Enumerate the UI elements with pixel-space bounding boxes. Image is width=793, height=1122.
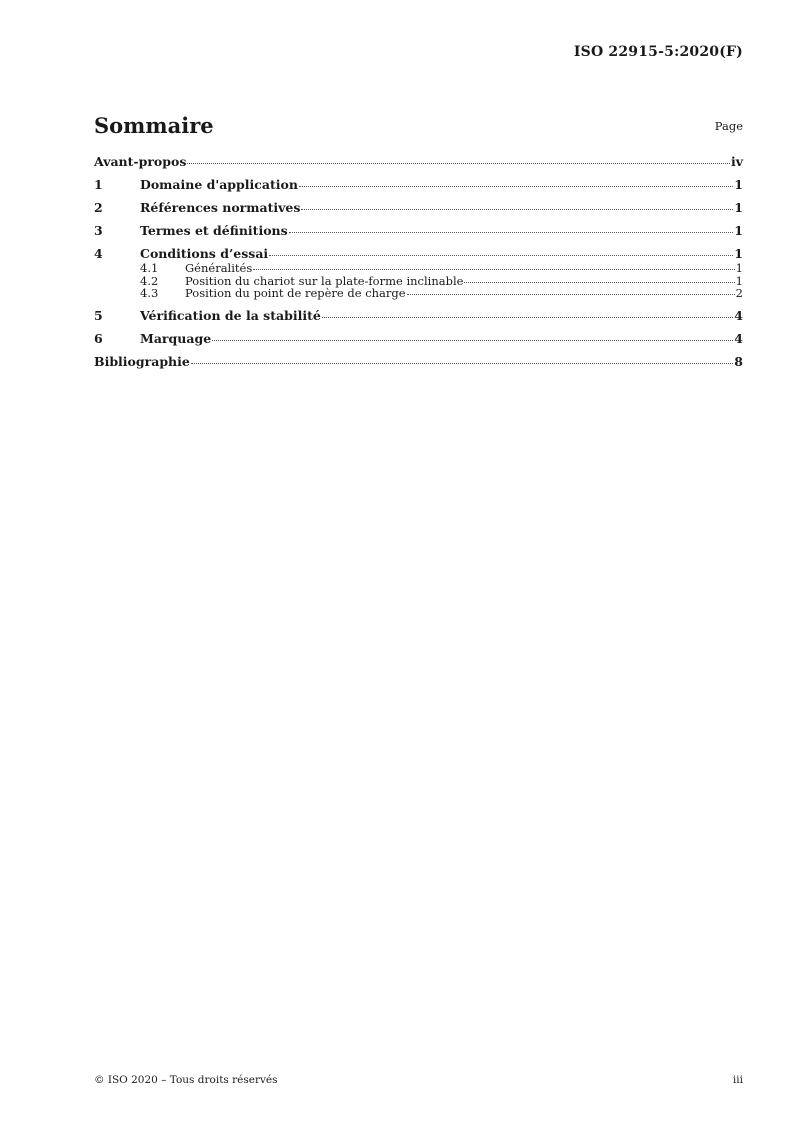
toc-entry-number: 1 bbox=[94, 177, 103, 192]
dot-leader bbox=[299, 186, 733, 187]
toc-entry-foreword[interactable] bbox=[94, 155, 743, 169]
toc-entry-page: iv bbox=[730, 154, 743, 169]
dot-leader bbox=[289, 232, 734, 233]
toc-entry-terms-definitions[interactable] bbox=[94, 224, 743, 238]
dot-leader bbox=[464, 282, 734, 283]
toc-subentry-label: Position du chariot sur la plate-forme inclinable bbox=[185, 273, 464, 288]
toc-entry-page: 1 bbox=[734, 200, 743, 215]
toc-entry-stability-verification[interactable] bbox=[94, 309, 743, 323]
toc-subentry-general[interactable] bbox=[94, 262, 743, 275]
dot-leader bbox=[407, 294, 735, 295]
toc-entry-label: Conditions d’essai bbox=[140, 246, 269, 261]
toc-entry-label: Domaine d'application bbox=[140, 177, 298, 192]
toc-subentry-number: 4.1 bbox=[140, 261, 159, 275]
dot-leader bbox=[269, 255, 733, 256]
dot-leader bbox=[322, 317, 733, 318]
table-of-contents bbox=[94, 155, 743, 369]
footer-copyright: © ISO 2020 – Tous droits réservés bbox=[94, 1074, 278, 1086]
toc-entry-test-conditions[interactable] bbox=[94, 247, 743, 261]
toc-entry-label: Marquage bbox=[140, 330, 212, 346]
toc-entry-label: Bibliographie bbox=[94, 353, 190, 369]
footer-page-number: iii bbox=[732, 1074, 743, 1086]
toc-entry-number: 2 bbox=[94, 200, 103, 215]
dot-leader bbox=[187, 163, 730, 164]
toc-subentry-page: 2 bbox=[735, 286, 743, 300]
toc-entry-number: 6 bbox=[94, 330, 103, 346]
toc-entry-number: 5 bbox=[94, 307, 103, 323]
toc-entry-number: 4 bbox=[94, 246, 103, 261]
dot-leader bbox=[253, 269, 734, 270]
document-id: ISO 22915-5:2020(F) bbox=[573, 44, 743, 60]
toc-subentry-load-reference-point[interactable] bbox=[94, 287, 743, 300]
toc-entry-normative-references[interactable] bbox=[94, 201, 743, 215]
toc-subentry-label: Généralités bbox=[185, 261, 253, 275]
toc-entry-page: 1 bbox=[734, 223, 743, 238]
toc-entry-bibliography[interactable] bbox=[94, 355, 743, 369]
toc-subentry-number: 4.2 bbox=[140, 273, 159, 288]
toc-entry-number: 3 bbox=[94, 223, 103, 238]
toc-subentry-label: Position du point de repère de charge bbox=[185, 286, 406, 300]
dot-leader bbox=[191, 363, 733, 364]
toc-entry-page: 8 bbox=[734, 353, 743, 369]
page-title: Sommaire bbox=[94, 113, 214, 138]
toc-subentry-number: 4.3 bbox=[140, 286, 159, 300]
toc-entry-page: 1 bbox=[734, 246, 743, 261]
toc-subentry-page: 1 bbox=[735, 273, 743, 288]
dot-leader bbox=[212, 340, 733, 341]
toc-entry-label: Vérification de la stabilité bbox=[140, 307, 321, 323]
toc-entry-marking[interactable] bbox=[94, 332, 743, 346]
page-column-label: Page bbox=[714, 119, 743, 133]
dot-leader bbox=[301, 209, 733, 210]
toc-entry-label: Termes et définitions bbox=[140, 223, 288, 238]
toc-entry-label: Références normatives bbox=[140, 200, 301, 215]
toc-entry-scope[interactable] bbox=[94, 178, 743, 192]
toc-entry-page: 4 bbox=[734, 330, 743, 346]
toc-entry-label: Avant-propos bbox=[94, 154, 187, 169]
toc-entry-page: 4 bbox=[734, 307, 743, 323]
toc-entry-page: 1 bbox=[734, 177, 743, 192]
toc-subentry-page: 1 bbox=[735, 261, 743, 275]
